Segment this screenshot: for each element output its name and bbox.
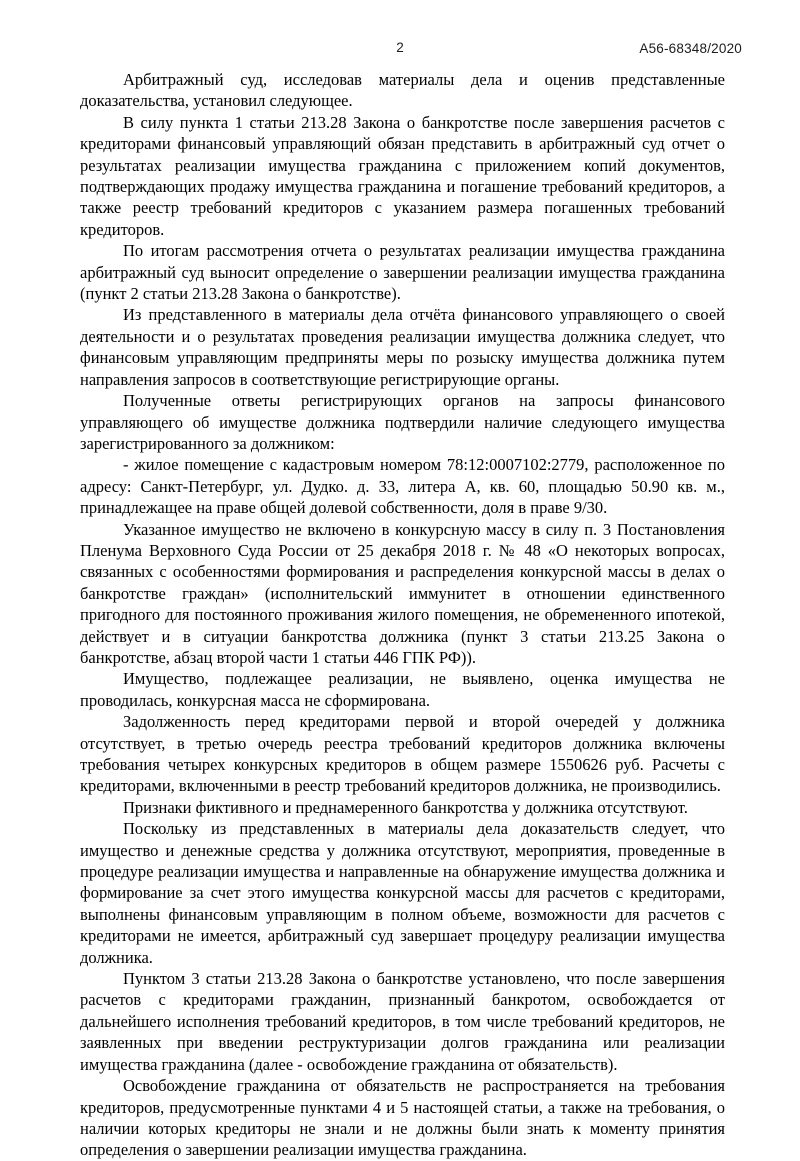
page-header (0, 40, 800, 58)
paragraph-property-item: - жилое помещение с кадастровым номером 78:12:0007102:2779, расположенное по адресу: Санкт-Петербург, ул. Дудко. д. 33, литера А, кв. 60, площадью 50.90 кв. м., принадлежащее на праве общей долевой собственности, доля в праве 9/30. (80, 455, 725, 518)
paragraph-discharge-exceptions: Освобождение гражданина от обязательств не распространяется на требования кредиторов, предусмотренные пунктами 4 и 5 настоящей статьи, а также на требования, о наличии которых кредиторы не знали и не должны были знать к моменту принятия определения о завершении реализации имущества гражданина. (80, 1076, 725, 1160)
paragraph-no-fictitious-bankruptcy: Признаки фиктивного и преднамеренного банкротства у должника отсутствуют. (123, 797, 688, 817)
paragraph-property-excluded: Указанное имущество не включено в конкурсную массу в силу п. 3 Постановления Пленума Верховного Суда России от 25 декабря 2018 г. № 48 «О некоторых вопросах, связанных с особенностями формирования и распределения конкурсной массы в делах о банкротстве граждан» (исполнительский иммунитет в отношении единственного пригодного для постоянного проживания жилого помещения, не обремененного ипотекой, действует и в ситуации банкротства должника (пункт 3 статьи 213.25 Закона о банкротстве, абзац второй части 1 статьи 446 ГПК РФ)). (80, 519, 725, 667)
paragraph-creditor-claims: Задолженность перед кредиторами первой и второй очередей у должника отсутствует, в третью очередь реестра требований кредиторов должника включены требования четырех конкурсных кредиторов в общем размере 1550626 руб. Расчеты с кредиторами, включенными в реестр требований кредиторов должника, не производились. (80, 712, 725, 796)
case-number: А56-68348/2020 (639, 41, 742, 56)
paragraph-law-213-28-p2: По итогам рассмотрения отчета о результатах реализации имущества гражданина арбитражный суд выносит определение о завершении реализации имущества гражданина (пункт 2 статьи 213.28 Закона о банкротстве). (80, 241, 725, 304)
paragraph-manager-report: Из представленного в материалы дела отчёта финансового управляющего о своей деятельности и о результатах проведения реализации имущества должника следует, что финансовым управляющим предприняты меры по розыску имущества должника путем направления запросов в соответствующие регистрирующие органы. (80, 305, 725, 389)
document-body (80, 69, 725, 1161)
paragraph-no-property-found: Имущество, подлежащее реализации, не выявлено, оценка имущества не проводилась, конкурсная масса не сформирована. (80, 669, 725, 710)
paragraph-court-established: Арбитражный суд, исследовав материалы дела и оценив представленные доказательства, установил следующее. (80, 70, 725, 111)
page-number: 2 (396, 40, 404, 55)
paragraph-law-213-28-p1: В силу пункта 1 статьи 213.28 Закона о банкротстве после завершения расчетов с кредиторами финансовый управляющий обязан представить в арбитражный суд отчет о результатах реализации имущества гражданина с приложением копий документов, подтверждающих продажу имущества гражданина и погашение требований кредиторов, а также реестр требований кредиторов с указанием размера погашенных требований кредиторов. (80, 112, 725, 239)
paragraph-procedure-completion: Поскольку из представленных в материалы дела доказательств следует, что имущество и денежные средства у должника отсутствуют, мероприятия, проведенные в процедуре реализации имущества и направленные на обнаружение имущества должника и формирование за счет этого имущества конкурсной массы для расчетов с кредиторами, выполнены финансовым управляющим в полном объеме, возможности для расчетов с кредиторами не имеется, арбитражный суд завершает процедуру реализации имущества должника. (80, 819, 725, 967)
paragraph-registry-replies: Полученные ответы регистрирующих органов на запросы финансового управляющего об имуществе должника подтвердили наличие следующего имущества зарегистрированного за должником: (80, 391, 725, 453)
paragraph-law-213-28-p3: Пунктом 3 статьи 213.28 Закона о банкротстве установлено, что после завершения расчетов с кредиторами гражданин, признанный банкротом, освобождается от дальнейшего исполнения требований кредиторов, в том числе требований кредиторов, не заявленных при введении реструктуризации долгов гражданина или реализации имущества гражданина (далее - освобождение гражданина от обязательств). (80, 969, 725, 1074)
